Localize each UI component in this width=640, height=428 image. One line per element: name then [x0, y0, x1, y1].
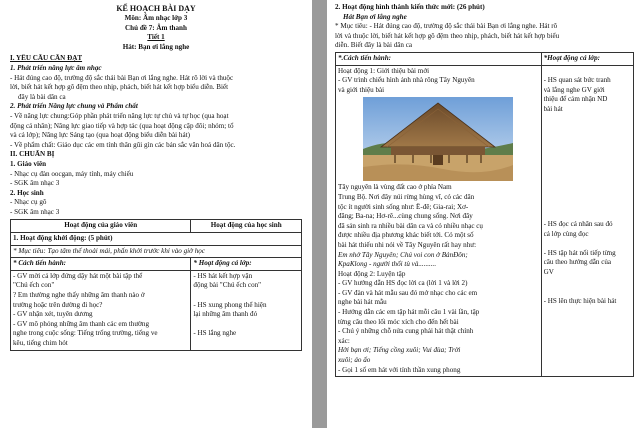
- body-line: - Về năng lực chung:Góp phần phát triển năng lực tự chủ và tự học (qua hoạt: [10, 111, 229, 120]
- doc-topic: Chủ đề 7: Âm thanh: [125, 23, 187, 32]
- section-subtitle: Hát Bạn ơi lắng nghe: [343, 12, 407, 21]
- student-line: [544, 201, 631, 211]
- body-line: I. YÊU CẦU CẦN ĐẠT: [10, 54, 83, 63]
- teacher-line: và giới thiệu bài: [338, 85, 385, 94]
- student-line: câu theo hướng dẫn của: [543, 258, 612, 267]
- table-cell-activity: *Hoạt động cá lớp:: [541, 52, 633, 65]
- teacher-line: - GV mời cả lớp đứng dậy hát một bài tập thể: [13, 271, 143, 280]
- student-line: động bài "Chú ếch con": [193, 281, 262, 290]
- body-line: - Nhạc cụ gõ: [10, 198, 47, 207]
- body-line: - Hát đúng cao độ, trường độ sắc thái bài Bạn ơi lắng nghe. Hát rõ lời và thuộc: [10, 73, 234, 82]
- teacher-line: bài hát thiếu nhi nói về Tây Nguyên rất hay như:: [338, 240, 477, 249]
- student-line: [544, 134, 631, 144]
- teacher-activities: [336, 65, 542, 377]
- teacher-line: ? Em thường nghe thấy những âm thanh nào ở: [13, 291, 145, 300]
- table-header-teacher: Hoạt động của giáo viên: [11, 220, 191, 233]
- teacher-line: từng câu theo lối móc xích cho đến hết bài: [338, 317, 459, 326]
- table-cell-method: *.Cách tiến hành:: [336, 52, 542, 65]
- page-1-body: [10, 54, 302, 217]
- student-line: [544, 115, 631, 125]
- student-line: và lắng nghe GV giới: [543, 85, 605, 94]
- teacher-line: Hoạt động 1: Giới thiệu bài mới: [338, 66, 430, 75]
- student-line: [544, 172, 631, 182]
- doc-lesson: Tiết 1: [147, 33, 165, 42]
- teacher-line: đã sản sinh ra nhiều bài dân ca và có nhiều nhạc cụ: [338, 221, 483, 230]
- page-1: [0, 0, 312, 428]
- student-line: GV: [543, 268, 554, 277]
- teacher-activities: [11, 270, 191, 350]
- table-header-student: Hoạt động của học sinh: [191, 220, 302, 233]
- body-line: - Về phẩm chất: Giáo dục các em tính thân gũi gìn các bản sắc văn hoá dân tộc.: [10, 140, 236, 149]
- teacher-line: được nhiều địa phương khác biết tới. Có một số: [338, 231, 474, 240]
- teacher-line: Hời bạn ơi; Tiếng cồng xuôi; Vui đùa; Trời: [338, 346, 461, 355]
- student-line: lại những âm thanh đó: [193, 310, 258, 319]
- student-line: [544, 67, 631, 77]
- student-line: thiệu để cảm nhận ND: [543, 95, 608, 104]
- body-line: 2. Phát triển Năng lực chung và Phẩm chất: [10, 102, 138, 111]
- student-line: [544, 191, 631, 201]
- body-line: đây là bài dân ca: [18, 92, 66, 101]
- student-line: [544, 210, 631, 220]
- teacher-line: KpaKlong - người thổi tù và..........: [338, 260, 437, 269]
- student-line: [544, 153, 631, 163]
- teacher-line: Trung Bộ. Nơi đây núi rừng hùng vĩ, có các dân: [338, 192, 475, 201]
- student-line: [544, 182, 631, 192]
- student-line: [544, 239, 631, 249]
- body-line: 1. Phát triển năng lực âm nhạc: [10, 63, 102, 72]
- teacher-line: - GV hướng dẫn HS đọc lời ca (lời 1 và lời 2): [338, 279, 468, 288]
- teacher-line: "Chú ếch con": [13, 281, 55, 290]
- body-line: - Nhạc cụ đàn oocgan, máy tính, máy chiếu: [10, 169, 134, 178]
- table-row-warmup: 1. Hoạt động khởi động: (5 phút): [11, 233, 302, 246]
- teacher-line: - Hướng dẫn các em tập hát mỗi câu 1 vài lần, tập: [338, 308, 480, 317]
- section-goal: [335, 22, 634, 51]
- student-activities: [191, 270, 302, 350]
- table-cell-method: * Cách tiến hành:: [11, 258, 191, 271]
- teacher-line: - Gọi 1 số em hát với tính thần xung phong: [338, 365, 461, 374]
- goal-line: lời và thuộc lời, biết hát kết hợp gõ đệm theo nhịp, phách, biết hát kết hợp biểu: [335, 31, 560, 40]
- rong-house-picture: [363, 97, 513, 181]
- doc-title: KẾ HOẠCH BÀI DẠY: [116, 4, 196, 13]
- doc-song: Hát: Bạn ơi lắng nghe: [122, 42, 190, 51]
- doc-subject: Môn: Âm nhạc lớp 3: [124, 14, 188, 22]
- body-line: động cá nhân); Năng lực giao tiếp và hợp tác (qua hoạt động cặp đôi; nhóm; tổ: [10, 121, 234, 130]
- teacher-line: trường hoặc trên đường đi học?: [13, 300, 103, 309]
- teacher-line: nghe trong cuộc sống: Tiếng trống trường, tiếng ve: [13, 329, 158, 338]
- teacher-line: - GV mô phỏng những âm thanh các em thường: [13, 319, 150, 328]
- body-line: 1. Giáo viên: [10, 159, 47, 168]
- table-cell-activity: * Hoạt động cá lớp:: [191, 258, 302, 271]
- student-line: [544, 287, 631, 297]
- body-line: và cả lớp); Năng lực Sáng tạo (qua hoạt động biểu diễn bài hát): [10, 131, 190, 140]
- goal-line: diễn. Biết đây là bài dân ca: [335, 41, 413, 50]
- student-line: [193, 320, 299, 330]
- teacher-line: - Chú ý những chỗ nửa cung phải hát thật chính: [338, 327, 474, 336]
- table-row-goal: * Mục tiêu: Tạo tâm thế thoải mái, phấn khởi trước khi vào giờ học: [11, 245, 302, 258]
- teacher-line: kêu, tiếng chim hót: [13, 339, 68, 347]
- student-line: bài hát: [543, 104, 563, 113]
- student-activities: [541, 65, 633, 377]
- teacher-line: nghe bài hát mẫu: [338, 298, 387, 307]
- student-line: [193, 291, 299, 301]
- student-line: - HS hát kết hợp vận: [193, 271, 253, 280]
- goal-line: * Mục tiêu: - Hát đúng cao độ, trường độ sắc thái bài Bạn ơi lắng nghe. Hát rõ: [335, 22, 558, 31]
- activity-table-2: [335, 52, 634, 377]
- student-line: - HS đọc cá nhân sau đó: [543, 220, 613, 229]
- student-line: [544, 143, 631, 153]
- teacher-line: Hoạt động 2: Luyện tập: [338, 269, 406, 278]
- student-line: - HS xung phong thể hiện: [193, 300, 267, 309]
- teacher-line: - GV trình chiếu hình ảnh nhà rông Tây Nguyên: [338, 76, 475, 85]
- teacher-line: Em nhớ Tây Nguyên; Chú voi con ở BảnĐôn;: [338, 250, 468, 259]
- activity-table: [10, 219, 302, 350]
- student-line: cả lớp cùng đọc: [543, 229, 589, 238]
- student-line: - HS quan sát bức tranh: [543, 76, 611, 85]
- teacher-line: - GV đàn và hát mẫu sau đó mở nhạc cho các em: [338, 288, 478, 297]
- student-line: [544, 124, 631, 134]
- student-line: - HS lắng nghe: [193, 329, 237, 338]
- body-line: lời, biết hát kết hợp gõ đệm theo nhịp, phách, biết hát kết hợp biểu diễn. Biết: [10, 83, 229, 92]
- student-line: [544, 163, 631, 173]
- student-line: [544, 278, 631, 288]
- rong-house-image: [338, 97, 539, 181]
- section-title: 2. Hoạt động hình thành kiến thức mới: (26 phút): [335, 3, 485, 11]
- student-line: - HS lên thực hiện bài hát: [543, 296, 617, 305]
- student-line: - HS tập hát nối tiếp từng: [543, 248, 616, 257]
- teacher-line: đăng; Ba-na; Hơ-rê...cùng chung sống. Nơi đây: [338, 212, 473, 221]
- teacher-line: - GV nhận xét, tuyên dương: [13, 310, 93, 319]
- body-line: 2. Học sinh: [10, 188, 44, 197]
- teacher-line: xuôi; áo ấo: [338, 356, 371, 365]
- teacher-line: Tây nguyên là vùng đất cao ở phía Nam: [338, 183, 452, 192]
- body-line: II. CHUẨN BỊ: [10, 150, 55, 159]
- body-line: - SGK âm nhạc 3: [10, 207, 60, 216]
- teacher-line: tộc ít người sinh sống như: Ê-đê; Gia-rai; Xơ-: [338, 202, 469, 211]
- teacher-line: xác:: [338, 336, 350, 345]
- body-line: - SGK âm nhạc 3: [10, 179, 60, 188]
- page-2: [327, 0, 640, 428]
